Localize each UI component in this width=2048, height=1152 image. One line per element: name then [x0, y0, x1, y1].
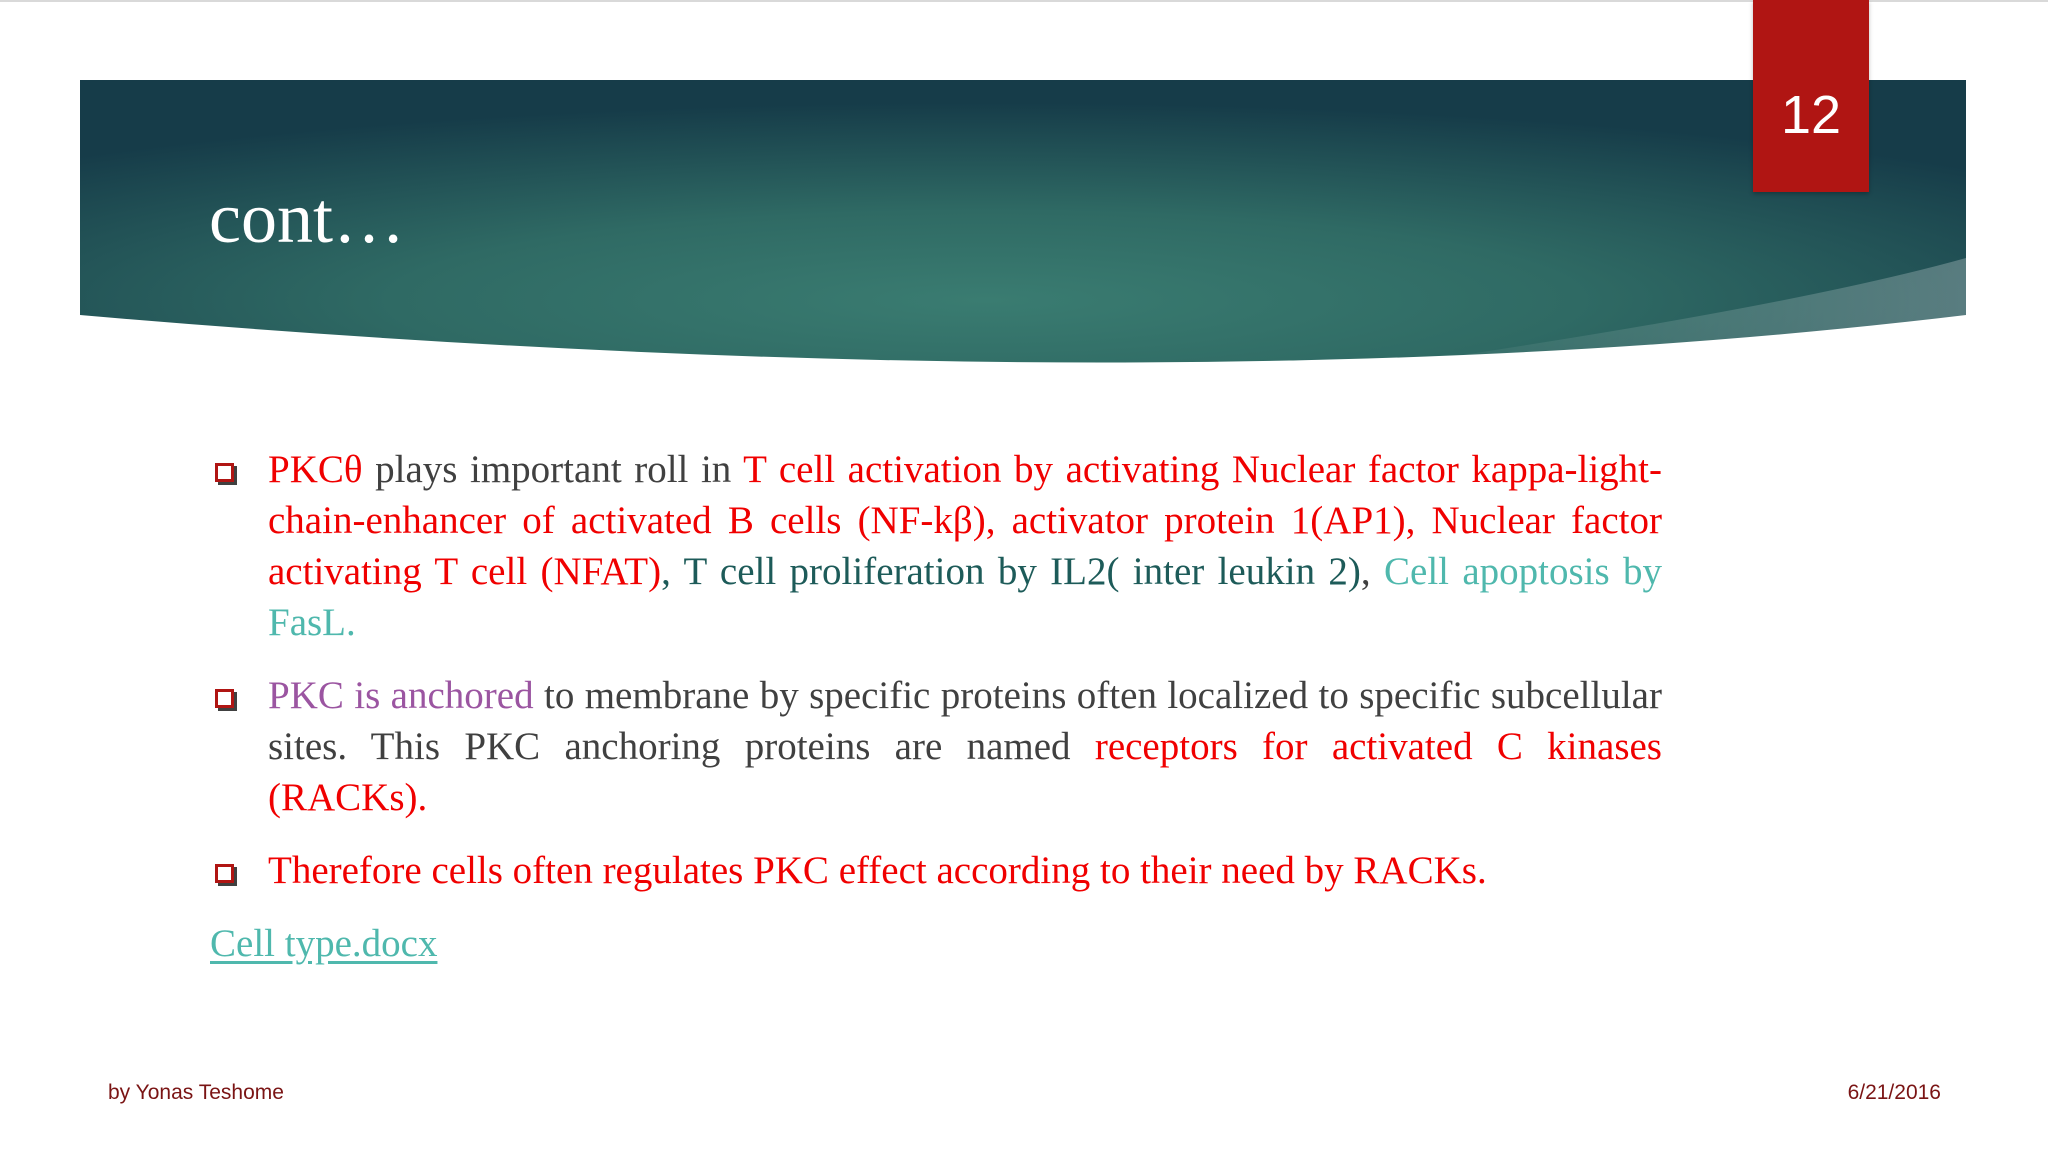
bullet-segment: PKCθ — [268, 448, 363, 491]
slide-title: cont… — [209, 178, 405, 258]
bullet-segment: Therefore cells often regulates PKC effect according to their need by RACKs. — [268, 849, 1487, 892]
bullet-segment: PKC is anchored — [268, 674, 534, 717]
bullet-segment: receptors for activated C kinases (RACKs). — [268, 725, 1662, 819]
page-number: 12 — [1780, 85, 1842, 145]
top-divider — [0, 0, 2048, 2]
footer-date: 6/21/2016 — [1847, 1081, 1941, 1104]
checkbox-bullet-icon — [215, 463, 234, 482]
checkbox-bullet-icon — [215, 689, 234, 708]
bullet-item — [210, 670, 1662, 823]
bullet-item — [210, 845, 1662, 896]
footer-author: by Yonas Teshome — [108, 1081, 284, 1104]
bullet-segment: Cell apoptosis by FasL. — [268, 550, 1663, 644]
bullet-segment: , T cell proliferation by IL2( inter leukin 2) — [661, 550, 1361, 593]
checkbox-bullet-icon — [215, 864, 234, 883]
page-number-tab — [1753, 0, 1869, 192]
bullet-segment: to membrane by specific proteins often localized to specific subcellular sites. This PKC anchoring proteins are named — [268, 674, 1662, 768]
bullet-item — [210, 444, 1662, 648]
bullet-segment: , — [1360, 550, 1384, 593]
content-area — [210, 444, 1662, 969]
bullet-segment: T cell activation by activating Nuclear factor kappa-light-chain-enhancer of activated B cells (NF-kβ), activator protein 1(AP1), Nuclear factor activating T cell (NFAT) — [268, 448, 1662, 593]
bullet-segment: plays important roll in — [362, 448, 744, 491]
document-link[interactable]: Cell type.docx — [210, 922, 438, 965]
